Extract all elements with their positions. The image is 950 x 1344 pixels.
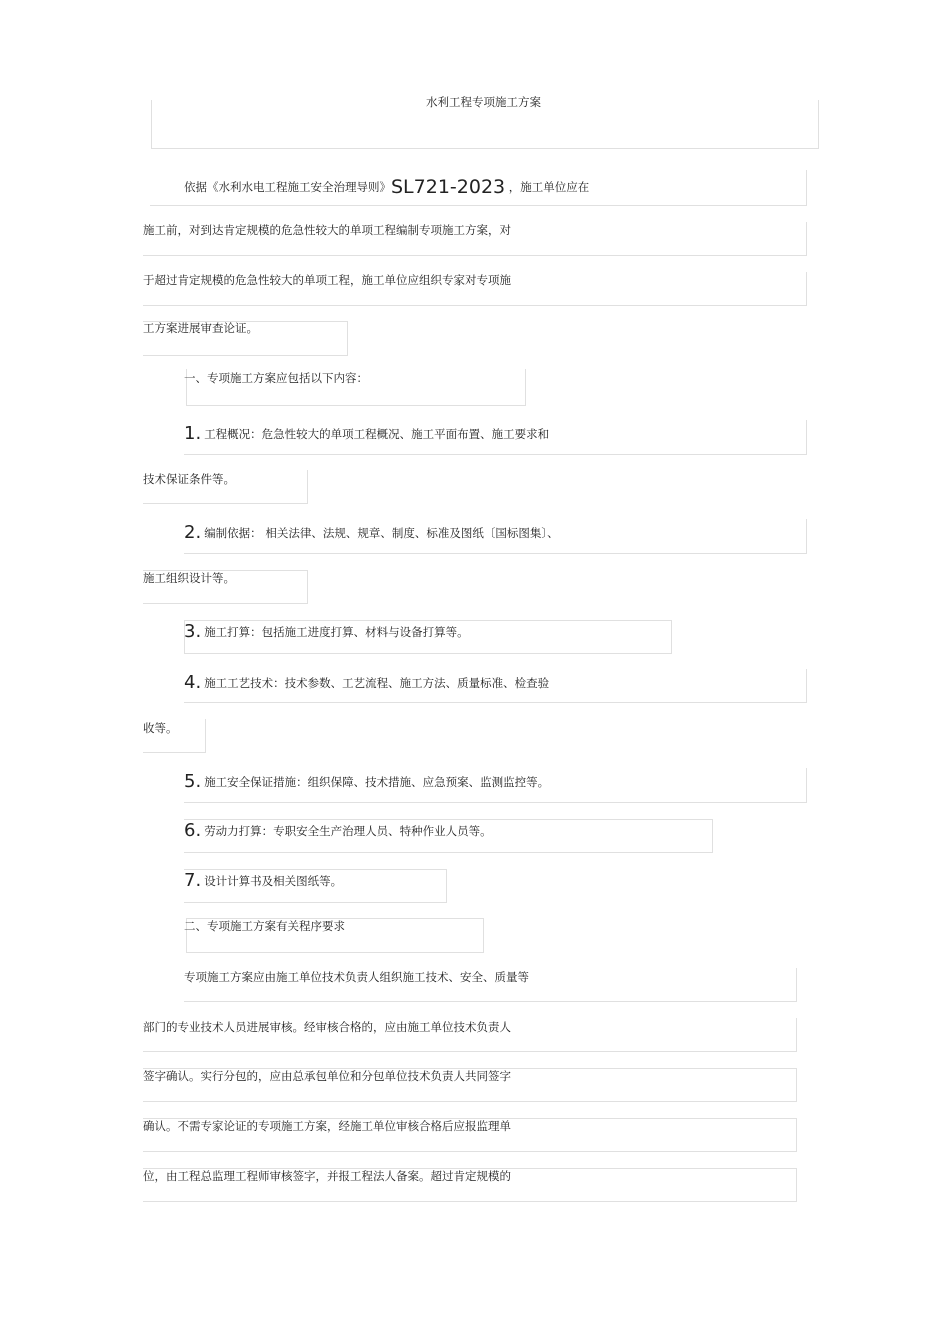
list-item-1 — [184, 423, 550, 444]
list-item-4 — [184, 672, 550, 693]
list-item-3 — [184, 621, 469, 642]
intro-line1-post: ，施工单位应在 — [508, 180, 590, 194]
item-text: 工程概况：危急性较大的单项工程概况、施工平面布置、施工要求和 — [204, 427, 550, 441]
list-item-4-continuation: 收等。 — [143, 721, 178, 735]
section2-line-4: 确认。不需专家论证的专项施工方案，经施工单位审核合格后应报监理单 — [143, 1119, 511, 1133]
section1-heading: 一、专项施工方案应包括以下内容： — [184, 371, 368, 385]
item-number: 3. — [184, 621, 202, 642]
item-text: 设计计算书及相关图纸等。 — [204, 874, 343, 888]
item-number: 6. — [184, 820, 202, 841]
list-item-6 — [184, 820, 492, 841]
item-number: 2. — [184, 522, 202, 543]
section2-line-5: 位，由工程总监理工程师审核签字，并报工程法人备案。超过肯定规模的 — [143, 1169, 511, 1183]
intro-line4: 工方案进展审查论证。 — [143, 321, 258, 335]
intro-line1-pre: 依据《水利水电工程施工安全治理导则》 — [184, 180, 391, 194]
standard-code: SL721-2023 — [391, 176, 506, 198]
section2-heading: 二、专项施工方案有关程序要求 — [184, 919, 345, 933]
item-text: 施工安全保证措施：组织保障、技术措施、应急预案、监测监控等。 — [204, 775, 550, 789]
intro-line2: 施工前，对到达肯定规模的危急性较大的单项工程编制专项施工方案，对 — [143, 223, 511, 237]
item-number: 1. — [184, 423, 202, 444]
section2-line-2: 部门的专业技术人员进展审核。经审核合格的，应由施工单位技术负责人 — [143, 1020, 511, 1034]
list-item-1-continuation: 技术保证条件等。 — [143, 472, 235, 486]
section2-line-3: 签字确认。实行分包的，应由总承包单位和分包单位技术负责人共同签字 — [143, 1069, 511, 1083]
list-item-7 — [184, 870, 343, 891]
item-number: 5. — [184, 771, 202, 792]
item-number: 7. — [184, 870, 202, 891]
item-text: 劳动力打算：专职安全生产治理人员、特种作业人员等。 — [204, 824, 492, 838]
section2-line-1: 专项施工方案应由施工单位技术负责人组织施工技术、安全、质量等 — [184, 970, 529, 984]
intro-line1 — [184, 176, 590, 198]
item-text: 施工工艺技术：技术参数、工艺流程、施工方法、质量标准、检查验 — [204, 676, 550, 690]
item-text: 施工打算：包括施工进度打算、材料与设备打算等。 — [204, 625, 469, 639]
list-item-5 — [184, 771, 550, 792]
list-item-2 — [184, 522, 559, 543]
intro-line3: 于超过肯定规模的危急性较大的单项工程，施工单位应组织专家对专项施 — [143, 273, 511, 287]
document-title: 水利工程专项施工方案 — [426, 95, 541, 109]
list-item-2-continuation: 施工组织设计等。 — [143, 571, 235, 585]
item-text: 编制依据： 相关法律、法规、规章、制度、标准及图纸〔国标图集〕、 — [204, 526, 559, 540]
item-number: 4. — [184, 672, 202, 693]
